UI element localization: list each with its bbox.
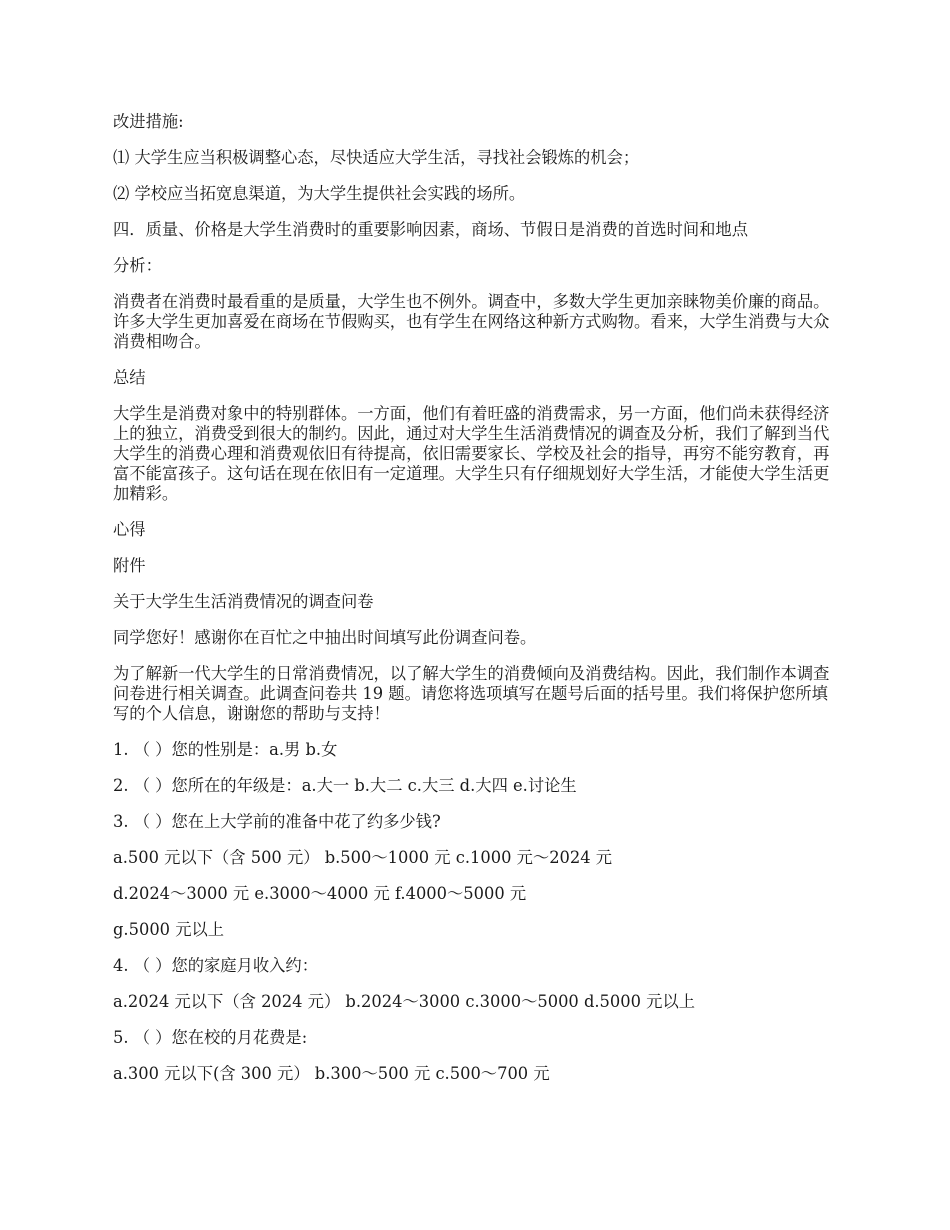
section-four-heading: 四．质量、价格是大学生消费时的重要影响因素，商场、节假日是消费的首选时间和地点 (113, 220, 748, 239)
heading-reflection: 心得 (113, 520, 146, 539)
heading-appendix: 附件 (113, 556, 146, 575)
document-page (113, 112, 841, 1100)
heading-summary: 总结 (113, 368, 146, 387)
question-2: 2. （ ）您所在的年级是：a.大一 b.大二 c.大三 d.大四 e.讨论生 (113, 776, 577, 795)
survey-intro: 为了解新一代大学生的日常消费情况，以了解大学生的消费倾向及消费结构。因此，我们制作本调查问卷进行相关调查。此调查问卷共 19 题。请您将选项填写在题号后面的括号里。我们将保护您所填写的个人信息，谢谢您的帮助与支持！ (113, 664, 830, 723)
question-1: 1. （ ）您的性别是：a.男 b.女 (113, 740, 338, 759)
question-4: 4. （ ）您的家庭月收入约： (113, 956, 318, 975)
question-3: 3. （ ）您在上大学前的准备中花了约多少钱? (113, 812, 441, 831)
heading-improvement-measures: 改进措施: (113, 112, 184, 131)
measure-item-1: ⑴ 大学生应当积极调整心态，尽快适应大学生活，寻找社会锻炼的机会； (113, 148, 640, 167)
heading-analysis: 分析： (113, 256, 162, 275)
question-4-options: a.2024 元以下（含 2024 元） b.2024～3000 c.3000～5000 d.5000 元以上 (113, 992, 696, 1011)
question-5: 5. （ ）您在校的月花费是: (113, 1028, 308, 1047)
question-3-options-line-1: a.500 元以下（含 500 元） b.500～1000 元 c.1000 元～2024 元 (113, 848, 613, 867)
survey-greeting: 同学您好！感谢你在百忙之中抽出时间填写此份调查问卷。 (113, 628, 537, 647)
question-3-options-line-3: g.5000 元以上 (113, 920, 225, 939)
summary-paragraph: 大学生是消费对象中的特别群体。一方面，他们有着旺盛的消费需求，另一方面，他们尚未获得经济上的独立，消费受到很大的制约。因此，通过对大学生生活消费情况的调查及分析，我们了解到当代大学生的消费心理和消费观依旧有待提高，依旧需要家长、学校及社会的指导，再穷不能穷教育，再富不能富孩子。这句话在现在依旧有一定道理。大学生只有仔细规划好大学生活，才能使大学生活更加精彩。 (113, 404, 830, 503)
question-3-options-line-2: d.2024～3000 元 e.3000～4000 元 f.4000～5000 元 (113, 884, 527, 903)
survey-title: 关于大学生生活消费情况的调查问卷 (113, 592, 374, 611)
analysis-paragraph: 消费者在消费时最看重的是质量，大学生也不例外。调查中，多数大学生更加亲睐物美价廉的商品。许多大学生更加喜爱在商场在节假购买，也有学生在网络这种新方式购物。看来，大学生消费与大众消费相吻合。 (113, 292, 830, 351)
measure-item-2: ⑵ 学校应当拓宽息渠道，为大学生提供社会实践的场所。 (113, 184, 526, 203)
question-5-options: a.300 元以下(含 300 元） b.300～500 元 c.500～700 元 (113, 1064, 550, 1083)
